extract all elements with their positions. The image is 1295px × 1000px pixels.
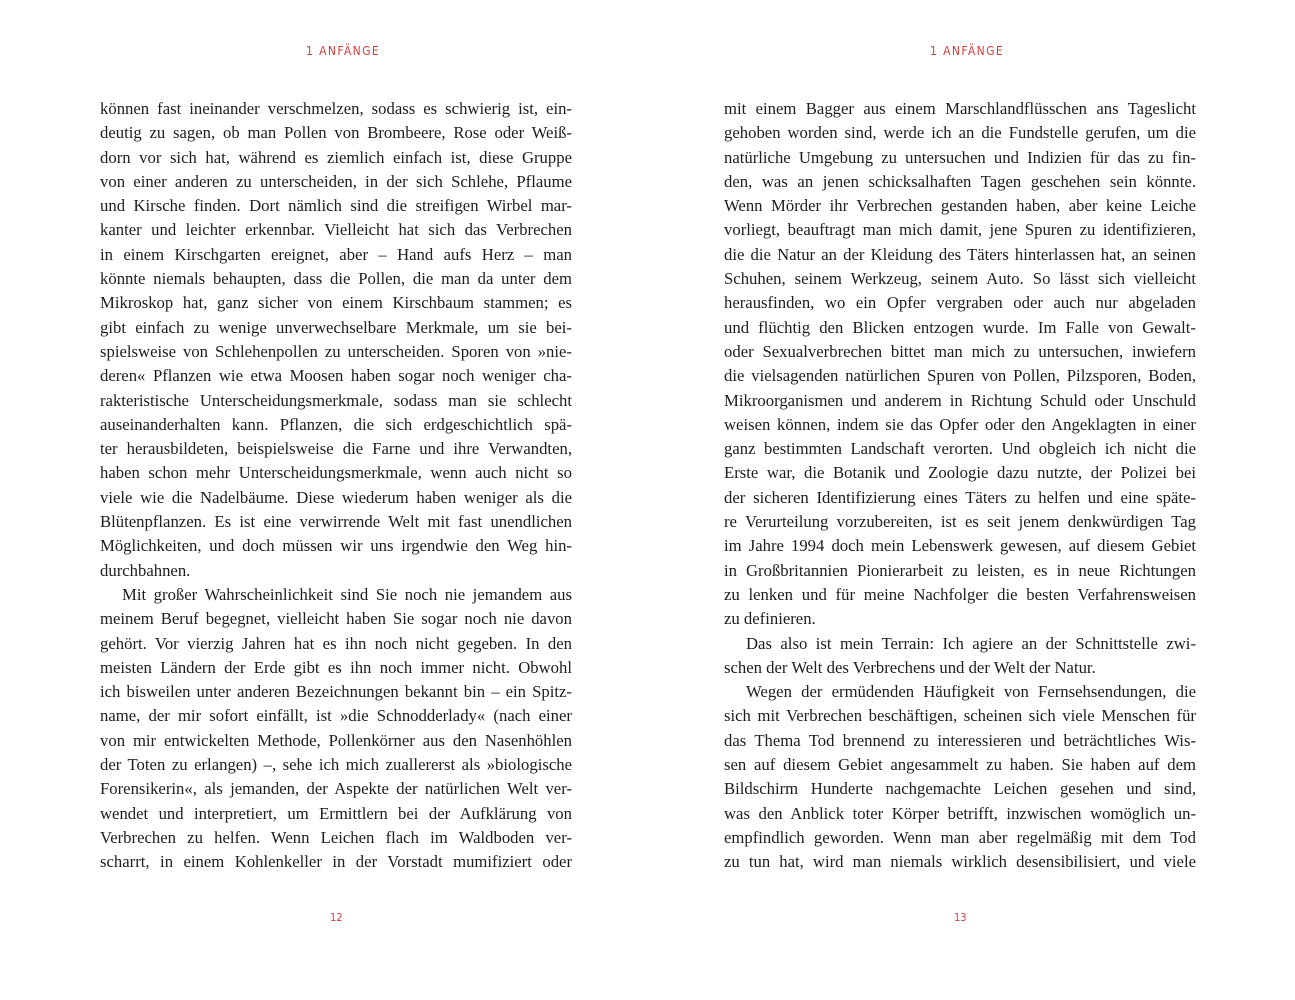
body-text [100, 97, 572, 875]
text-line: durchbahnen. [100, 560, 191, 580]
text-line: wendet und interpretiert, um Ermittlern bei der Aufklärung von [100, 803, 572, 823]
text-line: die vielsagenden natürlichen Spuren von Pollen, Pilzsporen, Boden, [724, 366, 1196, 386]
text-line: dorn vor sich hat, während es ziemlich einfach ist, diese Gruppe [100, 147, 572, 167]
text-line: in Großbritannien Pionierarbeit zu leisten, es in neue Richtungen [724, 560, 1196, 580]
text-line: Wenn Mörder ihr Verbrechen gestanden haben, aber keine Leiche [724, 196, 1196, 216]
text-line: Verbrechen zu helfen. Wenn Leichen flach im Waldboden ver- [100, 827, 572, 847]
text-line: gehoben worden sind, werde ich an die Fundstelle gerufen, um die [724, 123, 1196, 143]
text-line: ich bisweilen unter anderen Bezeichnungen bekannt bin – ein Spitz- [100, 682, 572, 702]
text-line: meisten Ländern der Erde gibt es ihn noch immer nicht. Obwohl [100, 657, 572, 677]
text-line: Wegen der ermüdenden Häufigkeit von Fernsehsendungen, die [746, 682, 1196, 702]
text-line: deren« Pflanzen wie etwa Moosen haben sogar noch weniger cha- [100, 366, 572, 386]
text-line: natürliche Umgebung zu untersuchen und Indizien für das zu fin- [724, 147, 1196, 167]
text-line: gehört. Vor vierzig Jahren hat es ihn noch nicht gegeben. In den [100, 633, 572, 653]
text-line: zu tun hat, wird man niemals wirklich desensibilisiert, und viele [724, 852, 1196, 872]
running-head: 1 ANFÄNGE [930, 44, 1005, 58]
text-line: könnte niemals behaupten, dass die Pollen, die man da unter dem [100, 269, 572, 289]
left-page [0, 0, 647, 1000]
text-line: scharrt, in einem Kohlenkeller in der Vorstadt mumifiziert oder [100, 852, 572, 872]
text-line: Schuhen, seinem Werkzeug, seinem Auto. So lässt sich vielleicht [724, 269, 1196, 289]
text-line: Möglichkeiten, und doch müssen wir uns irgendwie den Weg hin- [100, 536, 572, 556]
text-line: was den Anblick toter Körper betrifft, inzwischen womöglich un- [724, 803, 1196, 823]
running-head: 1 ANFÄNGE [306, 44, 381, 58]
text-line: name, der mir sofort einfällt, ist »die Schnodderlady« (nach einer [100, 706, 572, 726]
text-line: können fast ineinander verschmelzen, sodass es schwierig ist, ein- [100, 99, 572, 118]
text-line: von einer anderen zu unterscheiden, in der sich Schlehe, Pflaume [100, 171, 572, 191]
text-line: das Thema Tod brennend zu interessieren und beträchtliches Wis- [724, 730, 1196, 750]
text-line: Das also ist mein Terrain: Ich agiere an der Schnittstelle zwi- [746, 633, 1196, 653]
text-line: Bildschirm Hunderte nachgemachte Leichen gesehen und sind, [724, 779, 1196, 799]
text-line: und flüchtig den Blicken entzogen wurde. Im Falle von Gewalt- [724, 317, 1196, 337]
page-number: 13 [954, 911, 967, 924]
text-line: Forensikerin«, als jemanden, der Aspekte der natürlichen Welt ver- [100, 779, 572, 799]
text-line: spielsweise von Schlehenpollen zu unterscheiden. Sporen von »nie- [100, 341, 572, 361]
text-line: empfindlich geworden. Wenn man aber regelmäßig mit dem Tod [724, 827, 1196, 847]
text-line: gibt einfach zu wenige unverwechselbare Merkmale, um sie bei- [100, 317, 572, 337]
text-line: und Kirsche finden. Dort nämlich sind die streifigen Wirbel mar- [100, 196, 572, 216]
text-line: im Jahre 1994 doch mein Lebenswerk gewesen, auf diesem Gebiet [724, 536, 1196, 556]
text-line: kanter und leichter erkennbar. Vielleicht hat sich das Verbrechen [100, 220, 572, 240]
text-line: oder Sexualverbrechen bittet man mich zu untersuchen, inwiefern [724, 341, 1196, 361]
text-line: Blütenpflanzen. Es ist eine verwirrende Welt mit fast unendlichen [100, 512, 572, 532]
text-line: sen auf diesem Gebiet angesammelt zu haben. Sie haben auf dem [724, 755, 1196, 775]
text-line: mit einem Bagger aus einem Marschlandflüsschen ans Tageslicht [724, 99, 1196, 118]
text-line: Mit großer Wahrscheinlichkeit sind Sie noch nie jemandem aus [122, 584, 572, 604]
text-line: viele wie die Nadelbäume. Diese wiederum haben weniger als die [100, 487, 572, 507]
text-line: von mir entwickelten Methode, Pollenkörner aus den Nasenhöhlen [100, 730, 572, 750]
text-line: rakteristische Unterscheidungsmerkmale, sodass man sie schlecht [100, 390, 572, 410]
text-line: sich mit Verbrechen beschäftigen, scheinen sich viele Menschen für [724, 706, 1196, 726]
text-line: der Toten zu erlangen) –, sehe ich mich zuallererst als »biologische [100, 755, 572, 775]
body-text [724, 97, 1196, 875]
text-line: auseinanderhalten kann. Pflanzen, die sich erdgeschichtlich spä- [100, 414, 572, 434]
text-line: weisen können, indem sie das Opfer oder den Angeklagten in einer [724, 414, 1196, 434]
text-line: zu definieren. [724, 609, 816, 629]
text-line: schen der Welt des Verbrechens und der Welt der Natur. [724, 657, 1096, 677]
page-number: 12 [330, 911, 343, 924]
text-line: re Verurteilung vorzubereiten, ist es seit jenem denkwürdigen Tag [724, 512, 1196, 532]
text-line: ganz bestimmten Landschaft verorten. Und obgleich ich nicht die [724, 439, 1196, 459]
text-line: herausfinden, wo ein Opfer vergraben oder auch nur abgeladen [724, 293, 1196, 313]
text-line: Mikroorganismen und anderem in Richtung Schuld oder Unschuld [724, 390, 1196, 410]
text-line: deutig zu sagen, ob man Pollen von Brombeere, Rose oder Weiß- [100, 123, 572, 143]
right-page [647, 0, 1294, 1000]
text-line: den, was an jenen schicksalhaften Tagen geschehen sein könnte. [724, 171, 1196, 191]
text-line: zu lenken und für meine Nachfolger die besten Verfahrensweisen [724, 584, 1196, 604]
text-line: ter herausbildeten, beispielsweise die Farne und ihre Verwandten, [100, 439, 572, 459]
text-line: der sicheren Identifizierung eines Täters zu helfen und eine späte- [724, 487, 1196, 507]
text-line: in einem Kirschgarten ereignet, aber – Hand aufs Herz – man [100, 244, 572, 264]
text-line: Erste war, die Botanik und Zoologie dazu nutzte, der Polizei bei [724, 463, 1196, 483]
text-line: Mikroskop hat, ganz sicher von einem Kirschbaum stammen; es [100, 293, 572, 313]
text-line: die die Natur an der Kleidung des Täters hinterlassen hat, an seinen [724, 244, 1196, 264]
text-line: vorliegt, beauftragt man mich damit, jene Spuren zu identifizieren, [724, 220, 1196, 240]
text-line: meinem Beruf begegnet, vielleicht haben Sie sogar noch nie davon [100, 609, 572, 629]
text-line: haben schon mehr Unterscheidungsmerkmale, wenn auch nicht so [100, 463, 572, 483]
